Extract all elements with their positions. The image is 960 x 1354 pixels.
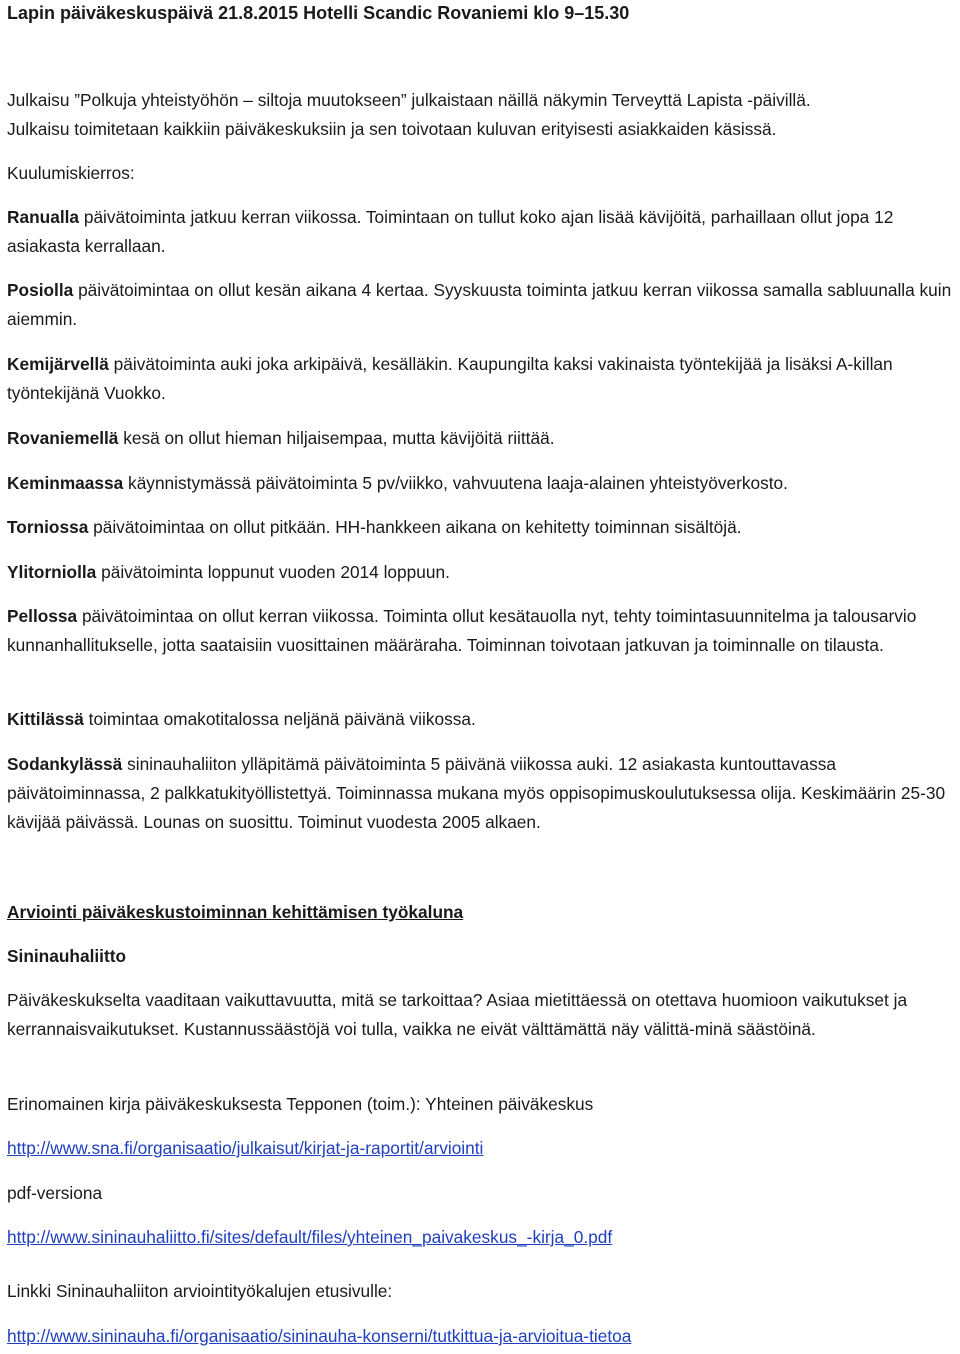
- place-name: Torniossa: [7, 517, 89, 537]
- item-ylitornio: [7, 558, 957, 587]
- item-text: toimintaa omakotitalossa neljänä päivänä viikossa.: [83, 709, 476, 729]
- item-sodankyla: [7, 750, 957, 837]
- kuulumiskierros-label: Kuulumiskierros:: [7, 163, 135, 183]
- section-subheading: Sininauhaliitto: [7, 946, 127, 966]
- place-name: Kittilässä: [7, 709, 84, 729]
- item-text: päivätoimintaa on ollut kesän aikana 4 kertaa. Syyskuusta toiminta jatkuu kerran viikossa samalla sabluunalla kuin aiemmin.: [7, 280, 952, 329]
- place-name: Kemijärvellä: [7, 354, 109, 374]
- link-pdf-kirja[interactable]: http://www.sininauhaliitto.fi/sites/default/files/yhteinen_paivakeskus_-kirja_0.pdf: [7, 1227, 613, 1247]
- item-posio: [7, 276, 957, 334]
- intro-line-1: Julkaisu ”Polkuja yhteistyöhön – siltoja muutokseen” julkaistaan näillä näkymin Terveyttä Lapista -päivillä.: [7, 90, 811, 110]
- item-ranua: [7, 203, 957, 261]
- section-paragraph: Päiväkeskukselta vaaditaan vaikuttavuutta, mitä se tarkoittaa? Asiaa mietittäessä on otettava huomioon vaikutukset ja kerrannaisvaikutukset. Kustannussäästöjä voi tulla, vaikka ne eivät välttämättä näy välittä-minä säästöinä.: [7, 990, 908, 1039]
- book-recommendation: Erinomainen kirja päiväkeskuksesta Tepponen (toim.): Yhteinen päiväkeskus: [7, 1094, 594, 1114]
- place-name: Ylitorniolla: [7, 562, 97, 582]
- item-text: päivätoimintaa on ollut pitkään. HH-hankkeen aikana on kehitetty toiminnan sisältöjä.: [88, 517, 742, 537]
- place-name: Sodankylässä: [7, 754, 123, 774]
- item-text: päivätoiminta jatkuu kerran viikossa. Toimintaan on tullut koko ajan lisää kävijöitä, parhaillaan ollut jopa 12 asiakasta kerrallaan.: [7, 207, 894, 256]
- item-text: päivätoiminta loppunut vuoden 2014 loppuun.: [96, 562, 450, 582]
- item-kittila: [7, 705, 957, 734]
- place-name: Pellossa: [7, 606, 78, 626]
- item-text: käynnistymässä päivätoiminta 5 pv/viikko, vahvuutena laaja-alainen yhteistyöverkosto.: [123, 473, 788, 493]
- item-text: päivätoiminta auki joka arkipäivä, kesälläkin. Kaupungilta kaksi vakinaista työntekijää ja lisäksi A-killan työntekijänä Vuokko.: [7, 354, 893, 403]
- item-tornio: [7, 513, 957, 542]
- item-text: sininauhaliiton ylläpitämä päivätoiminta 5 päivänä viikossa auki. 12 asiakasta kuntouttavassa päivätoiminnassa, 2 palkkatukityöllistettyä. Toiminnassa mukana myös oppisopimuskoulutuksessa olija. Keskimäärin 25-30 kävijää päivässä. Lounas on suosittu. Toiminut vuodesta 2005 alkaen.: [7, 754, 946, 832]
- item-keminmaa: [7, 469, 957, 498]
- place-name: Rovaniemellä: [7, 428, 119, 448]
- section-heading: Arviointi päiväkeskustoiminnan kehittämisen työkaluna: [7, 902, 464, 922]
- pdf-label: pdf-versiona: [7, 1183, 103, 1203]
- item-kemijarvi: [7, 350, 957, 408]
- item-pello: [7, 602, 957, 660]
- link-arviointityokalut[interactable]: http://www.sininauha.fi/organisaatio/sininauha-konserni/tutkittua-ja-arvioitua-tietoa: [7, 1326, 632, 1346]
- item-text: päivätoimintaa on ollut kerran viikossa. Toiminta ollut kesätauolla nyt, tehty toimintasuunnitelma ja talousarvio kunnanhallitukselle, jotta saataisiin vuosittainen määräraha. Toiminnan toivotaan jatkuvan ja toiminnalle on tilausta.: [7, 606, 917, 655]
- place-name: Posiolla: [7, 280, 74, 300]
- place-name: Ranualla: [7, 207, 80, 227]
- tools-label: Linkki Sininauhaliiton arviointityökalujen etusivulle:: [7, 1281, 393, 1301]
- item-text: kesä on ollut hieman hiljaisempaa, mutta kävijöitä riittää.: [118, 428, 555, 448]
- link-sna-arviointi[interactable]: http://www.sna.fi/organisaatio/julkaisut/kirjat-ja-raportit/arviointi: [7, 1138, 484, 1158]
- place-name: Keminmaassa: [7, 473, 124, 493]
- intro-line-2: Julkaisu toimitetaan kaikkiin päiväkeskuksiin ja sen toivotaan kuluvan erityisesti asiakkaiden käsissä.: [7, 119, 777, 139]
- item-rovaniemi: [7, 424, 957, 453]
- page-title: Lapin päiväkeskuspäivä 21.8.2015 Hotelli Scandic Rovaniemi klo 9–15.30: [7, 3, 630, 23]
